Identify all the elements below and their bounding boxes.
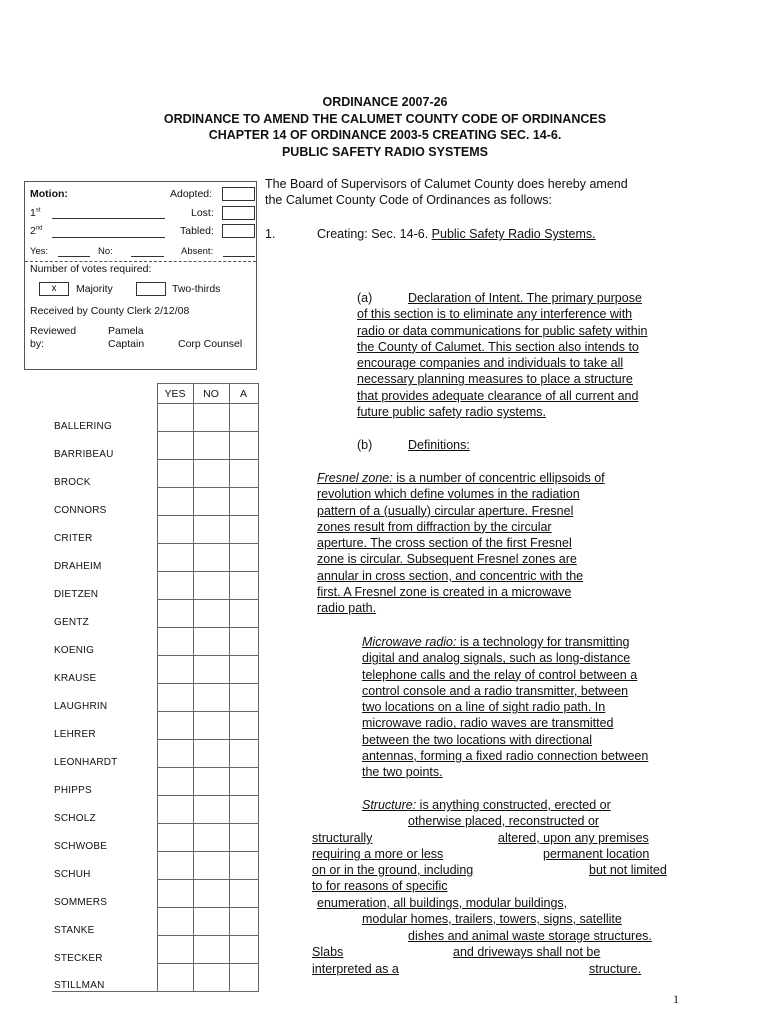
vote-cell-yes[interactable] [157, 460, 193, 488]
vote-table [52, 383, 259, 992]
vote-cell-absent[interactable] [229, 488, 258, 516]
yes-line[interactable] [58, 256, 90, 257]
supervisor-name: BROCK [52, 460, 157, 488]
section-a-line: Declaration of Intent. The primary purpose [408, 291, 642, 305]
supervisor-name: STILLMAN [52, 964, 157, 992]
vote-cell-yes[interactable] [157, 600, 193, 628]
vote-cell-yes[interactable] [157, 712, 193, 740]
votes-required-label: Number of votes required: [30, 263, 152, 275]
fresnel-line: pattern of a (usually) circular aperture. Fresnel [317, 503, 574, 518]
fresnel-line: revolution which define volumes in the radiation [317, 487, 580, 502]
structure-line-4b: permanent location [543, 847, 650, 861]
absent-line[interactable] [223, 256, 255, 257]
structure-line-7: enumeration, all buildings, modular buildings, [317, 896, 568, 910]
vote-cell-yes[interactable] [157, 880, 193, 908]
intro-line-1: The Board of Supervisors of Calumet County does hereby amend [265, 177, 628, 191]
fresnel-line: zones result from diffraction by the circular [317, 519, 552, 534]
fresnel-line: radio path. [317, 601, 377, 616]
vote-cell-absent[interactable] [229, 908, 258, 936]
section-a-line: encourage companies and individuals to take all [357, 356, 624, 371]
adopted-label: Adopted: [170, 188, 213, 200]
supervisor-name: LEONHARDT [52, 740, 157, 768]
vote-cell-yes[interactable] [157, 684, 193, 712]
structure-line-8: modular homes, trailers, towers, signs, satellite [362, 912, 622, 926]
vote-cell-absent[interactable] [229, 964, 258, 992]
vote-cell-no[interactable] [193, 936, 229, 964]
supervisor-name: SOMMERS [52, 880, 157, 908]
vote-cell-yes[interactable] [157, 908, 193, 936]
vote-row [52, 824, 258, 852]
second-label: 2nd [30, 225, 43, 237]
vote-cell-no[interactable] [193, 852, 229, 880]
vote-cell-absent[interactable] [229, 432, 258, 460]
vote-cell-no[interactable] [193, 544, 229, 572]
vote-cell-no[interactable] [193, 796, 229, 824]
microwave-line: antennas, forming a fixed radio connection between [362, 749, 649, 764]
vote-cell-no[interactable] [193, 656, 229, 684]
vote-table-header [52, 384, 258, 404]
vote-cell-no[interactable] [193, 404, 229, 432]
microwave-line: two locations on a line of sight radio path. In [362, 700, 606, 715]
supervisor-name: KRAUSE [52, 656, 157, 684]
vote-cell-absent[interactable] [229, 880, 258, 908]
vote-cell-absent[interactable] [229, 796, 258, 824]
structure-line-3a: structurally [312, 831, 373, 845]
vote-cell-absent[interactable] [229, 684, 258, 712]
vote-cell-yes[interactable] [157, 404, 193, 432]
vote-cell-no[interactable] [193, 572, 229, 600]
supervisor-name: BALLERING [52, 404, 157, 432]
vote-row [52, 572, 258, 600]
lost-box[interactable] [222, 206, 255, 220]
vote-cell-absent[interactable] [229, 404, 258, 432]
vote-row [52, 712, 258, 740]
section-a-text [357, 290, 647, 420]
structure-line-2: otherwise placed, reconstructed or [408, 814, 600, 828]
page-number: 1 [673, 992, 679, 1006]
supervisor-name: CRITER [52, 516, 157, 544]
second-line[interactable] [52, 237, 165, 238]
structure-line-11a: interpreted as a [312, 962, 399, 976]
supervisor-name: PHIPPS [52, 768, 157, 796]
structure-line-10b: and driveways shall not be [453, 945, 601, 959]
vote-row [52, 656, 258, 684]
vote-cell-yes[interactable] [157, 432, 193, 460]
vote-row [52, 880, 258, 908]
item-creating: Creating: Sec. 14-6. Public Safety Radio Systems. [317, 227, 596, 241]
supervisor-name: GENTZ [52, 600, 157, 628]
vote-row [52, 768, 258, 796]
supervisor-name: BARRIBEAU [52, 432, 157, 460]
fresnel-definition [317, 470, 605, 617]
vote-cell-no[interactable] [193, 880, 229, 908]
vote-cell-yes[interactable] [157, 768, 193, 796]
supervisor-name: STECKER [52, 936, 157, 964]
vote-cell-no[interactable] [193, 516, 229, 544]
vote-row [52, 628, 258, 656]
vote-cell-yes[interactable] [157, 964, 193, 992]
item-number: 1. [265, 227, 276, 241]
supervisor-name: CONNORS [52, 488, 157, 516]
twothirds-checkbox[interactable] [136, 282, 166, 296]
vote-row [52, 936, 258, 964]
vote-cell-yes[interactable] [157, 740, 193, 768]
no-header: NO [193, 384, 229, 404]
ordinance-chapter: CHAPTER 14 OF ORDINANCE 2003-5 CREATING SEC. 14-6. [208, 128, 562, 142]
vote-cell-yes[interactable] [157, 516, 193, 544]
section-a-line: that provides adequate clearance of all current and [357, 388, 639, 403]
vote-cell-absent[interactable] [229, 852, 258, 880]
no-label: No: [98, 246, 113, 257]
vote-cell-yes[interactable] [157, 488, 193, 516]
absent-label: Absent: [181, 246, 214, 257]
vote-row [52, 964, 258, 992]
item-title: Public Safety Radio Systems. [431, 227, 596, 241]
supervisor-name: DRAHEIM [52, 544, 157, 572]
ordinance-title: ORDINANCE TO AMEND THE CALUMET COUNTY CODE OF ORDINANCES [163, 112, 607, 126]
section-a-line: of this section is to eliminate any interference with [357, 307, 633, 322]
vote-cell-no[interactable] [193, 460, 229, 488]
vote-cell-no[interactable] [193, 712, 229, 740]
vote-cell-yes[interactable] [157, 544, 193, 572]
tabled-label: Tabled: [180, 225, 214, 237]
microwave-line: between the two locations with directional [362, 732, 592, 747]
reviewed-label: Reviewed [30, 325, 77, 337]
majority-checkbox[interactable]: x [39, 282, 69, 296]
supervisor-name: SCHOLZ [52, 796, 157, 824]
structure-line-11b: structure. [589, 962, 642, 976]
structure-line-9: dishes and animal waste storage structures. [408, 929, 652, 943]
vote-cell-yes[interactable] [157, 936, 193, 964]
structure-term: Structure: [362, 798, 417, 812]
section-a-line: necessary planning measures to place a structure [357, 372, 633, 387]
section-a-line: radio or data communications for public safety within [357, 323, 648, 338]
vote-cell-no[interactable] [193, 964, 229, 992]
reviewer-title: Captain [108, 338, 145, 350]
supervisor-name: LEHRER [52, 712, 157, 740]
vote-cell-absent[interactable] [229, 740, 258, 768]
section-a-line: the County of Calumet. This section also intends to [357, 339, 639, 354]
microwave-term: Microwave radio: [362, 635, 457, 649]
section-a-label: (a) [357, 291, 373, 305]
supervisor-name: LAUGHRIN [52, 684, 157, 712]
vote-cell-no[interactable] [193, 628, 229, 656]
lost-label: Lost: [191, 207, 214, 219]
structure-line-3b: altered, upon any premises [498, 831, 649, 845]
vote-cell-no[interactable] [193, 488, 229, 516]
vote-cell-absent[interactable] [229, 656, 258, 684]
fresnel-term: Fresnel zone: [317, 471, 393, 485]
vote-cell-no[interactable] [193, 908, 229, 936]
microwave-line: is a technology for transmitting [456, 635, 630, 649]
vote-cell-no[interactable] [193, 684, 229, 712]
vote-row [52, 852, 258, 880]
ordinance-subject: PUBLIC SAFETY RADIO SYSTEMS [281, 145, 489, 159]
intro-line-2: the Calumet County Code of Ordinances as follows: [265, 193, 552, 207]
vote-row [52, 544, 258, 572]
corp-counsel-label: Corp Counsel [178, 338, 243, 350]
vote-cell-absent[interactable] [229, 768, 258, 796]
vote-cell-no[interactable] [193, 600, 229, 628]
structure-line-1: Structure: is anything constructed, erected or [362, 798, 611, 812]
motion-box [24, 181, 257, 370]
supervisor-name: KOENIG [52, 628, 157, 656]
vote-cell-absent[interactable] [229, 572, 258, 600]
vote-cell-no[interactable] [193, 824, 229, 852]
microwave-definition [362, 634, 648, 781]
ordinance-number: ORDINANCE 2007-26 [322, 95, 448, 109]
adopted-box[interactable] [222, 187, 255, 201]
majority-label: Majority [76, 283, 113, 295]
motion-label: Motion: [30, 188, 68, 200]
fresnel-line: first. A Fresnel zone is created in a microwave [317, 585, 572, 600]
vote-cell-absent[interactable] [229, 600, 258, 628]
vote-cell-absent[interactable] [229, 460, 258, 488]
structure-line-5a: on or in the ground, including [312, 863, 474, 877]
vote-cell-yes[interactable] [157, 656, 193, 684]
no-line[interactable] [131, 256, 164, 257]
vote-row [52, 908, 258, 936]
name-header [52, 384, 157, 404]
vote-cell-no[interactable] [193, 740, 229, 768]
supervisor-name: SCHUH [52, 852, 157, 880]
first-label: 1st [30, 207, 41, 219]
structure-line-6: to for reasons of specific [312, 879, 448, 893]
vote-row [52, 432, 258, 460]
vote-cell-absent[interactable] [229, 628, 258, 656]
received-label: Received by County Clerk 2/12/08 [30, 305, 190, 317]
fresnel-line: aperture. The cross section of the first Fresnel [317, 536, 572, 551]
vote-row [52, 516, 258, 544]
yes-label: Yes: [30, 246, 49, 257]
microwave-line: telephone calls and the relay of control between a [362, 667, 638, 682]
microwave-line: control console and a radio transmitter, between [362, 683, 629, 698]
vote-cell-absent[interactable] [229, 544, 258, 572]
section-a-line: future public safety radio systems. [357, 405, 546, 420]
structure-line-10a: Slabs [312, 945, 344, 959]
fresnel-line: annular in cross section, and concentric with the [317, 568, 584, 583]
vote-cell-yes[interactable] [157, 628, 193, 656]
reviewer-name: Pamela [108, 325, 144, 337]
fresnel-line: is a number of concentric ellipsoids of [392, 471, 605, 485]
by-label: by: [30, 338, 45, 350]
absent-header: A [229, 384, 258, 404]
structure-line-4a: requiring a more or less [312, 847, 444, 861]
vote-row [52, 460, 258, 488]
structure-line-5b: but not limited [589, 863, 667, 877]
twothirds-label: Two-thirds [172, 283, 221, 295]
vote-cell-yes[interactable] [157, 852, 193, 880]
vote-cell-absent[interactable] [229, 712, 258, 740]
first-line[interactable] [52, 218, 165, 219]
vote-row [52, 796, 258, 824]
yes-header: YES [157, 384, 193, 404]
supervisor-name: STANKE [52, 908, 157, 936]
vote-cell-absent[interactable] [229, 936, 258, 964]
vote-cell-no[interactable] [193, 432, 229, 460]
vote-row [52, 684, 258, 712]
vote-cell-yes[interactable] [157, 796, 193, 824]
microwave-line: microwave radio, radio waves are transmitted [362, 716, 614, 731]
supervisor-name: DIETZEN [52, 572, 157, 600]
vote-row [52, 488, 258, 516]
vote-row [52, 600, 258, 628]
vote-cell-absent[interactable] [229, 516, 258, 544]
vote-row [52, 404, 258, 432]
tabled-box[interactable] [222, 224, 255, 238]
fresnel-line: zone is circular. Subsequent Fresnel zones are [317, 552, 577, 567]
microwave-line: digital and analog signals, such as long-distance [362, 651, 631, 666]
vote-row [52, 740, 258, 768]
supervisor-name: SCHWOBE [52, 824, 157, 852]
section-b-label: (b) [357, 438, 373, 452]
vote-cell-absent[interactable] [229, 824, 258, 852]
microwave-line: the two points. [362, 765, 443, 780]
vote-cell-yes[interactable] [157, 572, 193, 600]
vote-cell-yes[interactable] [157, 824, 193, 852]
divider [25, 261, 256, 262]
vote-cell-no[interactable] [193, 768, 229, 796]
section-b-title: Definitions: [408, 438, 470, 452]
